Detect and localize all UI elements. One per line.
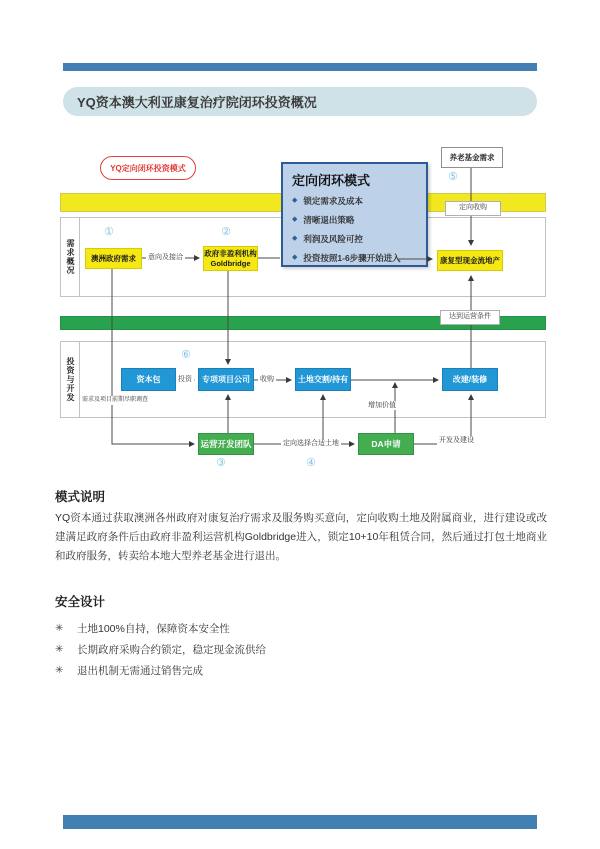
edge-label-due-diligence: 需求及项目前期尽职调查 — [82, 397, 149, 403]
step-1-circle: ① — [104, 226, 114, 238]
page-title — [63, 87, 537, 116]
node-spv — [198, 368, 254, 391]
edge-label-add-value: 增加价值 — [368, 402, 396, 409]
step-2-circle: ② — [221, 226, 231, 238]
invest-section-label: 投资与开发 — [66, 357, 75, 402]
node-goldbridge-label-line2: Goldbridge — [210, 258, 251, 268]
node-renovation — [442, 368, 498, 391]
demand-section-label-col — [61, 218, 80, 296]
node-spv-label: 专项项目公司 — [202, 375, 250, 384]
safety-list-item — [55, 639, 547, 660]
asterisk-bullet-icon: ✳ — [55, 644, 64, 655]
model-bullet-text: 清晰退出策略 — [303, 214, 355, 225]
mode-section-body: YQ资本通过获取澳洲各州政府对康复治疗需求及服务购买意向，定向收购土地及附属商业，进行建设或改建满足政府条件后由政府非盈利运营机构Goldbridge进入，锁定10+10年租赁合同，然后通过打包土地商业和政府服务，转卖给本地大型养老基金进行退出。 — [55, 512, 547, 562]
edge-label-intent: 意向及接洽 — [148, 254, 183, 261]
node-ops-team — [198, 433, 254, 455]
diamond-bullet-icon: ◆ — [292, 235, 298, 242]
node-da-application — [358, 433, 414, 455]
node-land-settlement-label: 土地交割/持有 — [297, 375, 349, 384]
edge-label-acquire: 收购 — [260, 376, 274, 383]
closed-loop-badge-text: YQ定向闭环投资模式 — [110, 163, 186, 173]
model-box-title: 定向闭环模式 — [292, 173, 371, 188]
model-bullet-text: 锁定需求及成本 — [303, 195, 363, 206]
node-gov-demand — [85, 248, 142, 269]
safety-item-text: 土地100%自持，保障资本安全性 — [77, 623, 230, 635]
model-bullet-text: 投资按照1-6步骤开始进入 — [303, 252, 401, 263]
asterisk-bullet-icon: ✳ — [55, 623, 64, 634]
safety-list-item — [55, 618, 547, 639]
safety-section-heading: 安全设计 — [55, 595, 106, 609]
bottom-accent-bar — [63, 815, 537, 829]
top-accent-bar — [63, 63, 537, 71]
model-bullet-text: 利润及风险可控 — [303, 233, 363, 244]
model-bullet-row — [283, 229, 426, 248]
page-title-text: YQ资本澳大利亚康复治疗院闭环投资概况 — [77, 95, 317, 110]
node-pension-fund-demand — [441, 147, 503, 168]
node-ops-team-label: 运营开发团队 — [200, 439, 252, 449]
step-5-circle: ⑤ — [448, 171, 458, 183]
step-6-circle: ⑥ — [181, 349, 191, 361]
demand-section-label: 需求概况 — [66, 239, 75, 275]
edge-label-operating-condition: 达到运营条件 — [440, 310, 500, 325]
node-rehab-asset — [437, 250, 503, 271]
model-box — [281, 162, 428, 267]
diamond-bullet-icon: ◆ — [292, 216, 298, 223]
node-capital-package — [121, 368, 176, 391]
safety-list — [55, 618, 547, 681]
edge-label-develop-build: 开发及建设 — [439, 437, 474, 444]
model-bullet-row — [283, 191, 426, 210]
node-gov-demand-label: 澳洲政府需求 — [91, 254, 136, 263]
diamond-bullet-icon: ◆ — [292, 197, 298, 204]
closed-loop-badge — [100, 156, 196, 180]
invest-section-label-col — [61, 342, 80, 417]
mode-section-heading: 模式说明 — [55, 490, 106, 504]
safety-item-text: 长期政府采购合约锁定，稳定现金流供给 — [77, 644, 266, 656]
node-da-application-label: DA申请 — [371, 439, 401, 449]
node-goldbridge — [203, 246, 258, 271]
node-land-settlement — [295, 368, 351, 391]
safety-item-text: 退出机制无需通过销售完成 — [77, 665, 203, 677]
node-renovation-label: 改建/装修 — [452, 375, 488, 384]
diamond-bullet-icon: ◆ — [292, 254, 298, 261]
node-goldbridge-label-line1: 政府非盈利机构 — [204, 249, 257, 259]
step-4-circle: ④ — [306, 457, 316, 469]
edge-label-invest: 投资 — [178, 376, 192, 383]
node-pension-fund-demand-label: 养老基金需求 — [449, 153, 495, 162]
model-bullet-row — [283, 248, 426, 267]
model-bullet-row — [283, 210, 426, 229]
safety-list-item — [55, 660, 547, 681]
asterisk-bullet-icon: ✳ — [55, 665, 64, 676]
node-rehab-asset-label: 康复型现金流地产 — [440, 256, 500, 265]
node-capital-package-label: 资本包 — [136, 375, 161, 384]
step-3-circle: ③ — [216, 457, 226, 469]
edge-label-directed-acquisition: 定向收购 — [445, 201, 501, 216]
edge-label-select-land: 定向选择合适土地 — [283, 440, 339, 447]
